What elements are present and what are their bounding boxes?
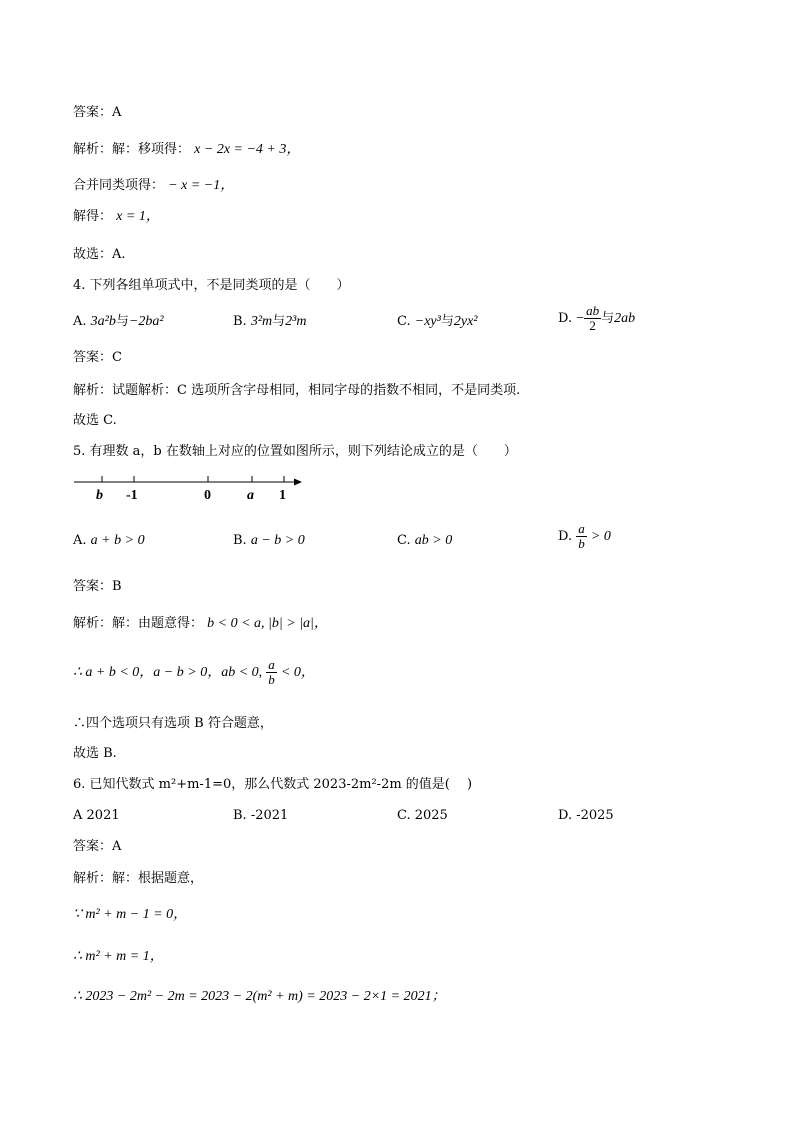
q3-choose: 故选：A. bbox=[73, 247, 126, 262]
q4-option-c-letter: C. bbox=[397, 314, 411, 329]
q6-option-c: C. 2025 bbox=[397, 808, 448, 823]
q5-option-c-letter: C. bbox=[397, 533, 411, 548]
q6-analysis: 解析：解：根据题意， bbox=[73, 871, 204, 886]
number-line bbox=[70, 470, 310, 510]
q4-choose: 故选 C. bbox=[73, 413, 117, 428]
q5-option-d-num: a bbox=[578, 521, 585, 536]
q3-merge bbox=[73, 177, 234, 195]
q4-option-c bbox=[397, 313, 477, 331]
q6-stem: 6. 已知代数式 m²+m-1=0，那么代数式 2023-2m²-2m 的值是( ) bbox=[73, 777, 473, 792]
q4-option-a-math1: 3a²b bbox=[90, 314, 116, 329]
q4-option-a-conj: 与 bbox=[115, 314, 129, 329]
q4-option-d-conj: 与 bbox=[601, 311, 615, 326]
q4-analysis: 解析：试题解析：C 选项所含字母相同，相同字母的指数不相同，不是同类项. bbox=[73, 383, 521, 398]
q5-therefore1-num: a bbox=[268, 657, 275, 672]
number-line-label-0: 0 bbox=[204, 488, 211, 503]
q3-solve bbox=[73, 208, 160, 226]
q6-answer: 答案：A bbox=[73, 839, 122, 854]
q4-option-d-letter: D. bbox=[558, 311, 573, 326]
q6-option-a: A 2021 bbox=[73, 808, 120, 823]
number-line-label-neg1: -1 bbox=[126, 488, 138, 503]
q5-option-d-den: b bbox=[578, 536, 585, 551]
q3-solve-label: 解得： bbox=[73, 209, 113, 224]
number-line-arrow bbox=[294, 479, 302, 486]
number-line-label-b: b bbox=[96, 488, 103, 503]
q5-analysis-math: b < 0 < a, |b| > |a|， bbox=[207, 616, 328, 631]
q4-option-d-sign: − bbox=[576, 311, 585, 326]
q5-therefore2: ∴四个选项只有选项 B 符合题意， bbox=[73, 716, 273, 731]
q4-option-c-math2: 2yx² bbox=[453, 314, 478, 329]
q5-option-c bbox=[397, 532, 452, 550]
q6-therefore2 bbox=[73, 988, 446, 1006]
q5-option-c-math: ab > 0 bbox=[414, 533, 453, 548]
q5-option-d-letter: D. bbox=[558, 529, 573, 544]
q5-option-b-math: a − b > 0 bbox=[250, 533, 305, 548]
q5-therefore1-den: b bbox=[268, 672, 275, 687]
q4-option-a-letter: A. bbox=[73, 314, 87, 329]
q4-option-a bbox=[73, 313, 164, 331]
q4-option-c-math1: −xy³ bbox=[414, 314, 441, 329]
q5-option-a bbox=[73, 532, 145, 550]
q5-therefore1-fraction bbox=[266, 658, 277, 687]
q5-option-d-fraction bbox=[576, 522, 587, 551]
q5-option-a-math: a + b > 0 bbox=[90, 533, 145, 548]
q4-option-b-math2: 2³m bbox=[285, 314, 307, 329]
q4-option-d-fraction bbox=[584, 304, 601, 333]
q6-option-d: D. -2025 bbox=[558, 808, 614, 823]
q6-because bbox=[73, 906, 187, 924]
q3-merge-math: − x = −1， bbox=[168, 178, 235, 193]
q4-option-b-conj: 与 bbox=[272, 314, 286, 329]
q6-therefore1-math: ∴ m² + m = 1， bbox=[73, 949, 164, 964]
q5-therefore1-tail: < 0， bbox=[280, 665, 315, 680]
q5-therefore1 bbox=[73, 658, 315, 687]
q6-therefore1 bbox=[73, 948, 164, 966]
q4-option-d-num: ab bbox=[586, 303, 600, 318]
number-line-svg bbox=[70, 470, 310, 510]
q3-answer: 答案：A bbox=[73, 105, 122, 120]
q5-analysis bbox=[73, 615, 328, 633]
q5-choose: 故选 B. bbox=[73, 746, 117, 761]
q5-therefore1-math: ∴ a + b < 0，a − b > 0，ab < 0, bbox=[73, 665, 263, 680]
number-line-label-1: 1 bbox=[279, 488, 286, 503]
q3-solve-math: x = 1， bbox=[116, 209, 160, 224]
q4-answer: 答案：C bbox=[73, 350, 122, 365]
q3-analysis-math: x − 2x = −4 + 3， bbox=[194, 142, 301, 157]
q4-option-d bbox=[558, 304, 635, 333]
q4-option-b-letter: B. bbox=[233, 314, 247, 329]
q3-analysis bbox=[73, 141, 300, 159]
q4-option-b bbox=[233, 313, 306, 331]
q3-merge-label: 合并同类项得： bbox=[73, 178, 165, 193]
q5-option-a-letter: A. bbox=[73, 533, 87, 548]
q4-option-b-math1: 3²m bbox=[250, 314, 273, 329]
q4-option-d-math2: 2ab bbox=[614, 311, 636, 326]
q6-because-math: ∵ m² + m − 1 = 0， bbox=[73, 907, 188, 922]
q5-analysis-label: 解析：解：由题意得： bbox=[73, 616, 204, 631]
q5-option-d bbox=[558, 522, 611, 551]
q4-option-d-den: 2 bbox=[589, 318, 596, 333]
q4-stem: 4. 下列各组单项式中，不是同类项的是（ ） bbox=[73, 278, 350, 293]
q5-option-d-tail: > 0 bbox=[590, 529, 611, 544]
q5-option-b-letter: B. bbox=[233, 533, 247, 548]
q4-option-c-conj: 与 bbox=[440, 314, 454, 329]
q4-option-a-math2: −2ba² bbox=[128, 314, 164, 329]
q5-answer: 答案：B bbox=[73, 579, 122, 594]
q5-stem: 5. 有理数 a，b 在数轴上对应的位置如图所示，则下列结论成立的是（ ） bbox=[73, 444, 517, 459]
q5-option-b bbox=[233, 532, 305, 550]
q6-option-b: B. -2021 bbox=[233, 808, 289, 823]
q6-therefore2-math: ∴ 2023 − 2m² − 2m = 2023 − 2(m² + m) = 2023 − 2×1 = 2021； bbox=[73, 989, 446, 1004]
q3-analysis-label: 解析：解：移项得： bbox=[73, 142, 191, 157]
number-line-label-a: a bbox=[247, 488, 254, 503]
